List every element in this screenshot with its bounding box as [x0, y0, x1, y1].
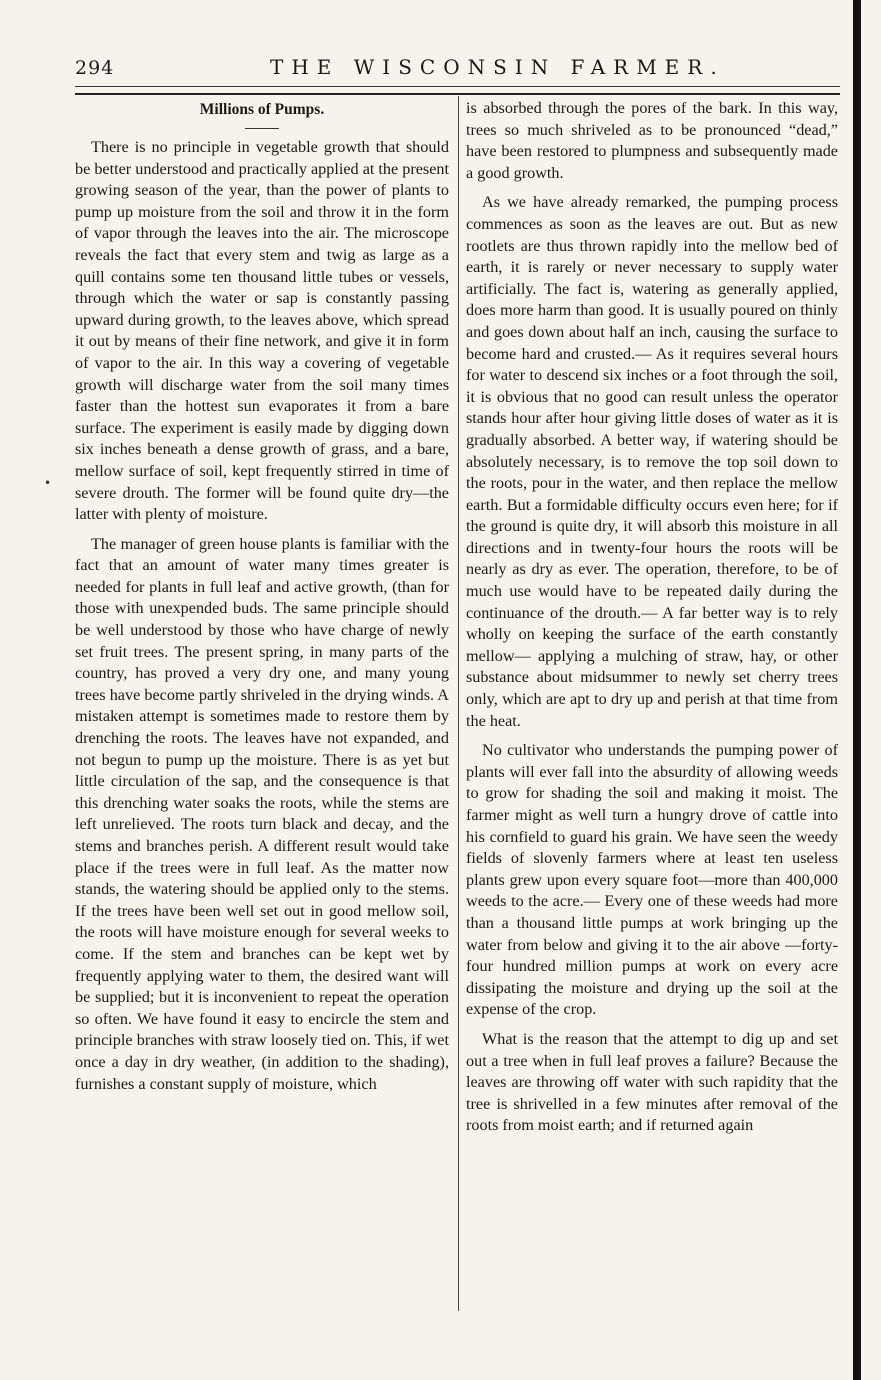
column-divider — [458, 96, 459, 1311]
paragraph: As we have already remarked, the pumping process commences as soon as the leaves are out. But as new rootlets are thus thrown rapidly into the mellow bed of earth, it is rarely or never necessary to supply water artificially. The fact is, watering as generally applied, does more harm than good. It is usually poured on thinly and goes down about half an inch, causing the surface to become hard and crusted.— As it requires several hours for water to descend six inches or a foot through the soil, it is obvious that no good can result unless the operator stands hour after hour giving little doses of water as it is gradually absorbed. A better way, if watering should be absolutely necessary, is to remove the top soil down to the roots, pour in the water, and then replace the mellow earth. But a formidable difficulty occurs even here; for if the ground is quite dry, it will absorb this moisture in all directions and in twenty-four hours the roots will be nearly as dry as ever. The operation, therefore, to be of much use would have to be repeated daily during the continuance of the drouth.— A far better way is to rely wholly on keeping the surface of the earth constantly mellow— applying a mulching of straw, hay, or other substance about midsummer to newly set cherry trees only, which are apt to dry up and perish at that time from the heat. — [466, 193, 838, 730]
right-column — [466, 98, 838, 1145]
paragraph: is absorbed through the pores of the bark. In this way, trees so much shriveled as to be pronounced “dead,” have been restored to plumpness and subsequently made a good growth. — [466, 99, 838, 182]
article-title: Millions of Pumps. — [199, 101, 325, 118]
page-edge-border — [853, 0, 861, 1380]
paragraph: What is the reason that the attempt to dig up and set out a tree when in full leaf proves a failure? Because the leaves are throwing off water with such rapidity that the tree is shrivelled in a few minutes after removal of the roots from moist earth; and if returned again — [466, 1029, 838, 1135]
paragraph: The manager of green house plants is familiar with the fact that an amount of water many times greater is needed for plants in full leaf and active growth, (than for those with unexpended buds. The same principle should be well understood by those who have charge of newly set fruit trees. The present spring, in many parts of the country, has proved a very dry one, and many young trees have become partly shriveled in the drying winds. A mistaken attempt is sometimes made to restore them by drenching the roots. The leaves have not expanded, and not begun to pump up the moisture. There is as yet but little circulation of the sap, and the consequence is that this drenching water soaks the roots, while the stems are left unrelieved. The roots turn black and decay, and the stems and branches perish. A different result would take place if the trees were in full leaf. As the matter now stands, the watering should be applied only to the stems. If the trees have been well set out in good mellow soil, the roots will have moisture enough for several weeks to come. If the stem and branches can be kept wet by frequently applying water to them, the desired want will be supplied; but it is inconvenient to repeat the operation so often. We have found it easy to encircle the stem and principle branches with straw loosely tied on. This, if wet once a day in dry weather, (in addition to the shading), furnishes a constant supply of moisture, which — [75, 534, 449, 1093]
header-rule-thin — [75, 86, 840, 87]
page-number: 294 — [75, 57, 115, 79]
title-rule — [245, 128, 279, 129]
header-rule-thick — [75, 93, 840, 95]
page-header — [75, 55, 840, 85]
paragraph: No cultivator who understands the pumping power of plants will ever fall into the absurdity of allowing weeds to grow for shading the soil and making it moist. The farmer might as well turn a hungry drove of cattle into his cornfield to guard his grain. We have seen the weedy fields of slovenly farmers where at least ten useless plants grew upon every square foot—more than 400,000 weeds to the acre.— Every one of these weeds had more than a thousand little pumps at work bringing up the water from below and giving it to the air above —forty-four hundred million pumps at work on every acre dissipating the moisture and drying up the soil at the expense of the crop. — [466, 741, 838, 1019]
left-column — [75, 98, 449, 1103]
paragraph: There is no principle in vegetable growth that should be better understood and practically applied at the present growing season of the year, than the power of plants to pump up moisture from the soil and throw it in the form of vapor through the leaves into the air. The microscope reveals the fact that every stem and twig as large as a quill contains some ten thousand little tubes or vessels, through which the water or sap is constantly passing upward during growth, to the leaves above, which spread it out by means of their fine network, and give it in form of vapor to the air. In this way a covering of vegetable growth will discharge water from the soil many times faster than the hottest sun evaporates it from a bare surface. The experiment is easily made by digging down six inches beneath a dense growth of grass, and a bare, mellow surface of soil, kept frequently stirred in time of severe drouth. The former will be found quite dry—the latter with plenty of moisture. — [75, 138, 449, 524]
margin-mark: • — [44, 476, 52, 490]
journal-title: THE WISCONSIN FARMER. — [270, 55, 725, 79]
